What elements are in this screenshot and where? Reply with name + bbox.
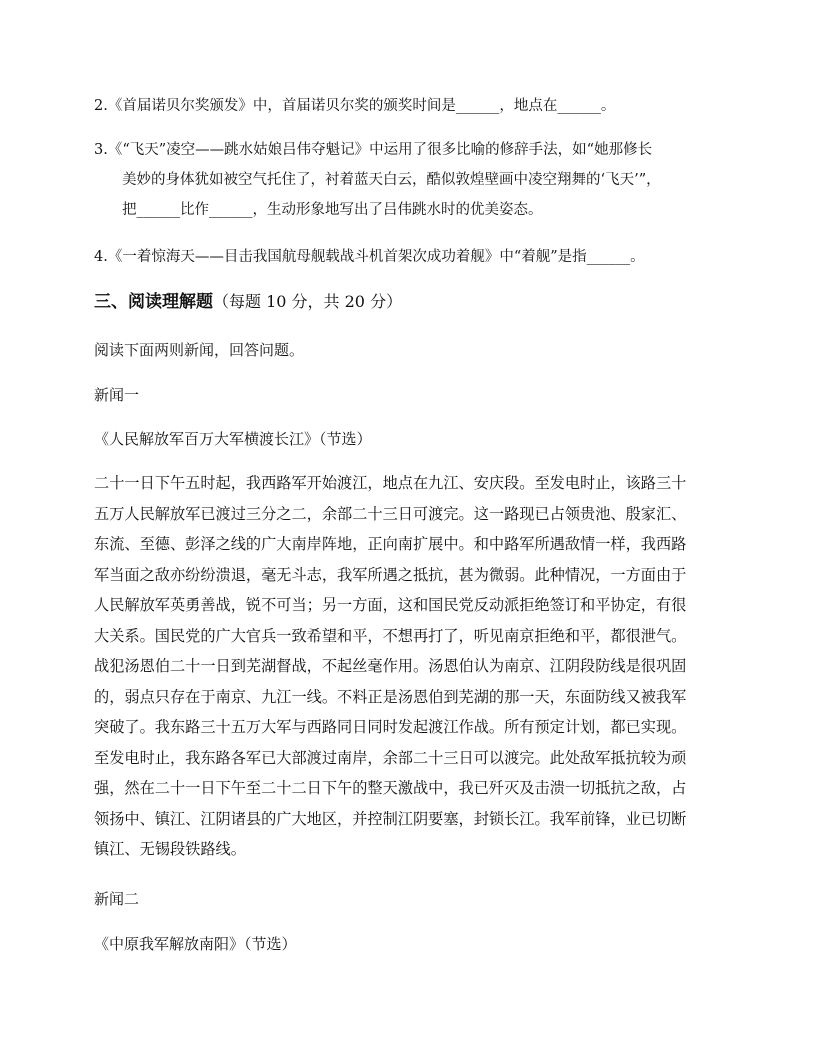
news-1-body-line: 战犯汤恩伯二十一日到芜湖督战，不起丝毫作用。汤恩伯认为南京、江阴段防线是很巩固: [94, 657, 687, 675]
question-2-text: 2.《首届诺贝尔奖颁发》中，首届诺贝尔奖的颁奖时间是______，地点在______。: [94, 98, 616, 114]
question-2: [94, 91, 734, 121]
news-1-body-line: 军当面之敌亦纷纷溃退，毫无斗志，我军所遇之抵抗，甚为微弱。此种情况，一方面由于: [94, 565, 687, 584]
news-1-body-line: 二十一日下午五时起，我西路军开始渡江，地点在九江、安庆段。至发电时止，该路三十: [94, 474, 687, 492]
news-1-body-line: 东流、至德、彭泽之线的广大南岸阵地，正向南扩展中。和中路军所遇敌情一样，我西路: [94, 535, 687, 553]
section-title: 三、阅读理解题: [94, 292, 213, 312]
news-2-label: 新闻二: [94, 890, 140, 908]
news-1-title: 《人民解放军百万大军横渡长江》（节选）: [94, 430, 372, 448]
news-1-body-line: 人民解放军英勇善战，锐不可当；另一方面，这和国民党反动派拒绝签订和平协定，有很: [94, 596, 687, 614]
question-3: [94, 135, 734, 225]
news-1-label: 新闻一: [94, 386, 140, 404]
section-score-note: （每题 10 分，共 20 分）: [213, 292, 403, 311]
question-3-line-1: 3.《“飞天”凌空——跳水姑娘吕伟夺魁记》中运用了很多比喻的修辞手法，如“她那修长: [94, 142, 653, 158]
news-1-body-line: 至发电时止，我东路各军已大部渡过南岸，余部二十三日可以渡完。此处敌军抵抗较为顽: [94, 748, 687, 767]
news-1-body-line: 五万人民解放军已渡过三分之二，余部二十三日可渡完。这一路现已占领贵池、殷家汇、: [94, 504, 687, 523]
news-1-body-line: 突破了。我东路三十五万大军与西路同日同时发起渡江作战。所有预定计划，都已实现。: [94, 718, 687, 736]
question-4-text: 4.《一着惊海天——目击我国航母舰载战斗机首架次成功着舰》中“着舰”是指______。: [94, 249, 645, 265]
news-2-title: 《中原我军解放南阳》（节选）: [94, 935, 297, 953]
news-1-body-line: 大关系。国民党的广大官兵一致希望和平，不想再打了，听见南京拒绝和平，都很泄气。: [94, 626, 687, 645]
reading-instruction: 阅读下面两则新闻，回答问题。: [94, 341, 305, 359]
question-4: [94, 242, 734, 272]
news-1-body-line: 的，弱点只存在于南京、九江一线。不料正是汤恩伯到芜湖的那一天，东面防线又被我军: [94, 687, 687, 706]
question-3-line-2: 美妙的身体犹如被空气托住了，衬着蓝天白云，酷似敦煌壁画中凌空翔舞的‘飞天’”，: [122, 172, 661, 188]
news-1-body-line: 镇江、无锡段铁路线。: [94, 840, 246, 858]
news-1-body-line: 强，然在二十一日下午至二十二日下午的整天激战中，我已歼灭及击溃一切抵抗之敌，占: [94, 779, 687, 797]
news-1-body-line: 领扬中、镇江、江阴诸县的广大地区，并控制江阴要塞，封锁长江。我军前锋，业已切断: [94, 809, 687, 828]
question-3-line-3: 把______比作______，生动形象地写出了吕伟跳水时的优美姿态。: [122, 202, 543, 218]
news-1-body: [94, 468, 722, 865]
section-heading: [94, 287, 402, 317]
